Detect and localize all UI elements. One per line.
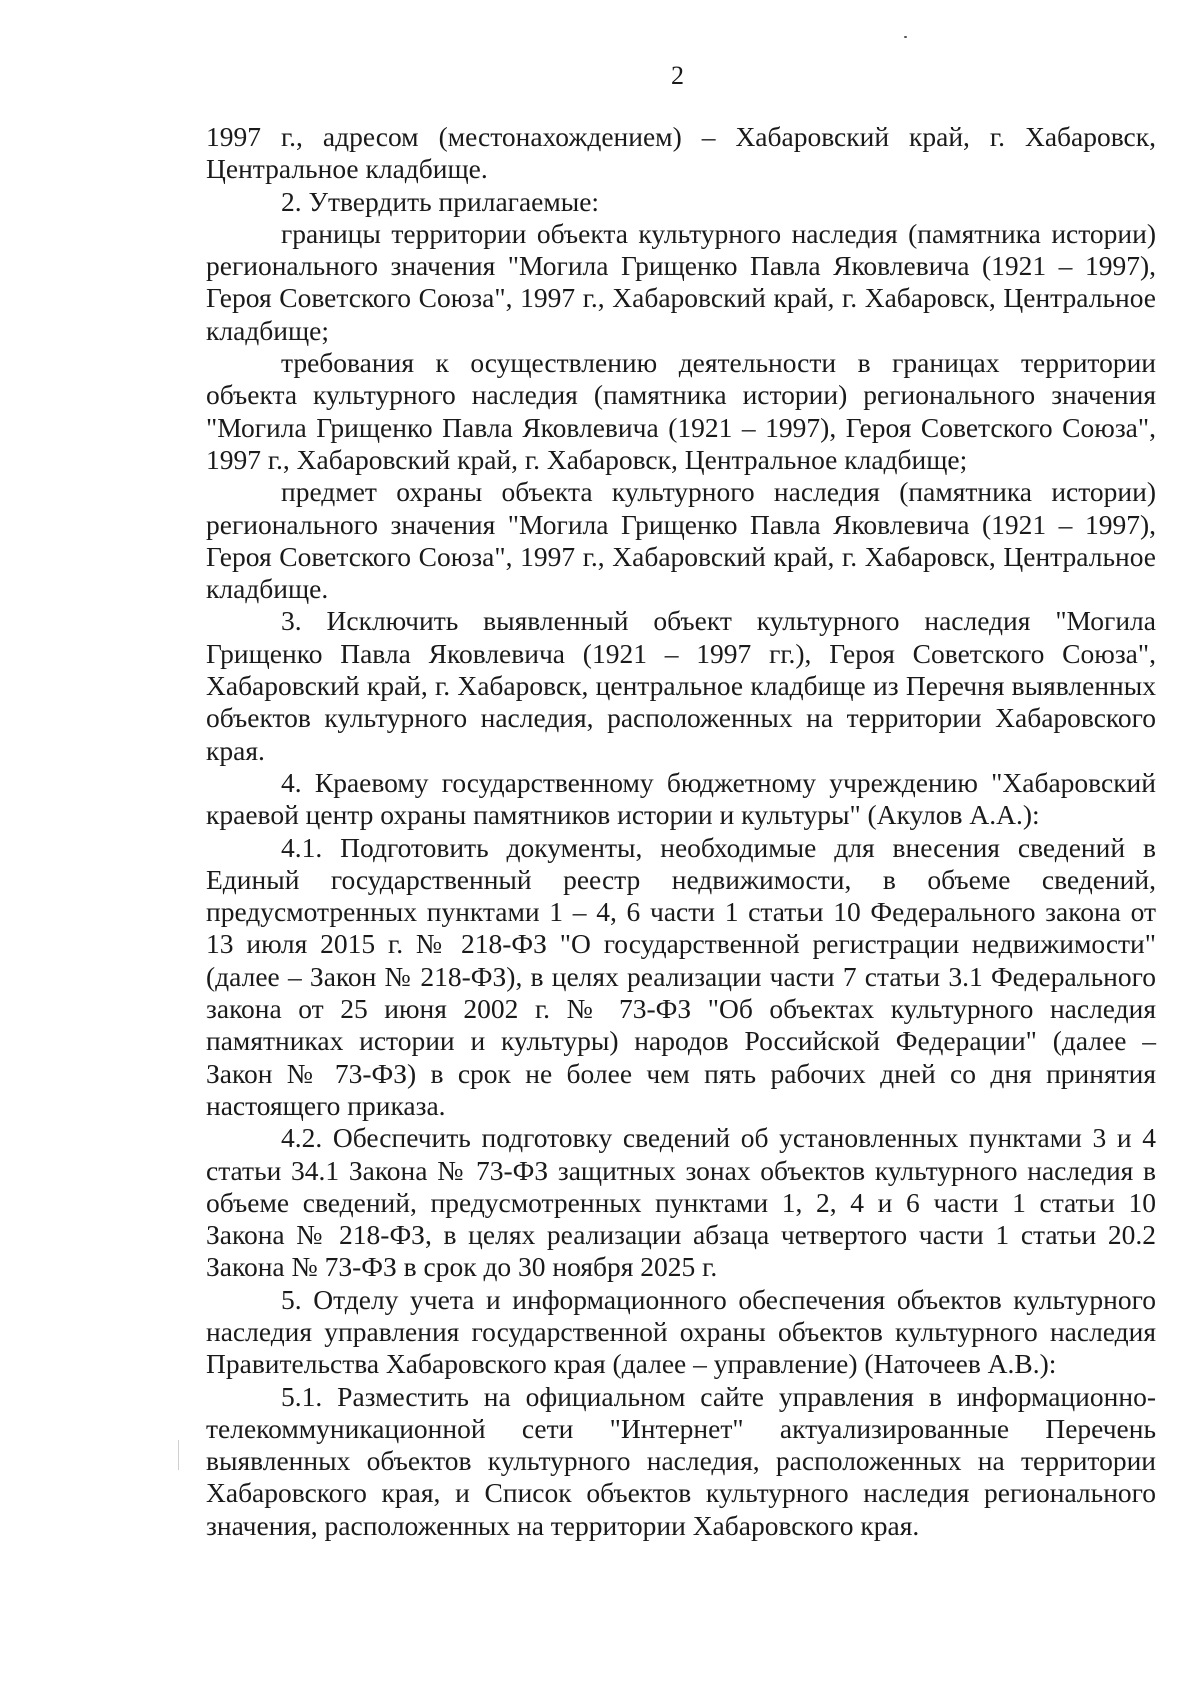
paragraph-item-3: 3. Исключить выявленный объект культурного наследия "Могила Грищенко Павла Яковлевича (1921 – 1997 гг.), Героя Советского Союза", Хабаровский край, г. Хабаровск, центральное кладбище из Перечня выявленных объектов культурного наследия, расположенных на территории Хабаровского края. xyxy=(206,605,1156,766)
paragraph-continuation-address: 1997 г., адресом (местонахождением) – Хабаровский край, г. Хабаровск, Центральное кладбище. xyxy=(206,121,1156,185)
paragraph-item-2: 2. Утвердить прилагаемые: xyxy=(281,185,600,217)
scan-margin-mark xyxy=(178,1440,179,1470)
paragraph-item-5-1: 5.1. Разместить на официальном сайте управления в информационно-телекоммуникационной сети "Интернет" актуализированные Перечень выявленных объектов культурного наследия, расположенных на территории Хабаровского края, и Список объектов культурного наследия регионального значения, расположенных на территории Хабаровского края. xyxy=(206,1380,1156,1541)
paragraph-item-5: 5. Отделу учета и информационного обеспечения объектов культурного наследия управления государственной охраны объектов культурного наследия Правительства Хабаровского края (далее – управление) (Наточеев А.В.): xyxy=(206,1283,1156,1380)
paragraph-item-4: 4. Краевому государственному бюджетному учреждению "Хабаровский краевой центр охраны памятников истории и культуры" (Акулов А.А.): xyxy=(206,766,1156,831)
paragraph-item-4-1: 4.1. Подготовить документы, необходимые для внесения сведений в Единый государственный реестр недвижимости, в объеме сведений, предусмотренных пунктами 1 – 4, 6 части 1 статьи 10 Федерального закона от 13 июля 2015 г. № 218-ФЗ "О государственной регистрации недвижимости" (далее – Закон № 218-ФЗ), в целях реализации части 7 статьи 3.1 Федерального закона от 25 июня 2002 г. № 73-ФЗ "Об объектах культурного наследия памятниках истории и культуры) народов Российской Федерации" (далее – Закон № 73-ФЗ) в срок не более чем пять рабочих дней со дня принятия настоящего приказа. xyxy=(206,831,1156,1121)
page-number: 2 xyxy=(671,61,684,90)
paragraph-item-4-2: 4.2. Обеспечить подготовку сведений об установленных пунктами 3 и 4 статьи 34.1 Закона № 73-ФЗ защитных зонах объектов культурного наследия в объеме сведений, предусмотренных пунктами 1, 2, 4 и 6 части 1 статьи 10 Закона № 218-ФЗ, в целях реализации абзаца четвертого части 1 статьи 20.2 Закона № 73-ФЗ в срок до 30 ноября 2025 г. xyxy=(206,1122,1156,1283)
paragraph-territory-boundaries: границы территории объекта культурного наследия (памятника истории) регионального значения "Могила Грищенко Павла Яковлевича (1921 – 1997), Героя Советского Союза", 1997 г., Хабаровский край, г. Хабаровск, Центральное кладбище; xyxy=(206,217,1156,346)
document-body xyxy=(206,121,1156,1542)
paragraph-protection-subject: предмет охраны объекта культурного наследия (памятника истории) регионального значения "Могила Грищенко Павла Яковлевича (1921 – 1997), Героя Советского Союза", 1997 г., Хабаровский край, г. Хабаровск, Центральное кладбище. xyxy=(206,476,1156,605)
paragraph-activity-requirements: требования к осуществлению деятельности в границах территории объекта культурного наследия (памятника истории) регионального значения "Могила Грищенко Павла Яковлевича (1921 – 1997), Героя Советского Союза", 1997 г., Хабаровский край, г. Хабаровск, Центральное кладбище; xyxy=(206,347,1156,475)
scan-speck xyxy=(904,36,907,38)
